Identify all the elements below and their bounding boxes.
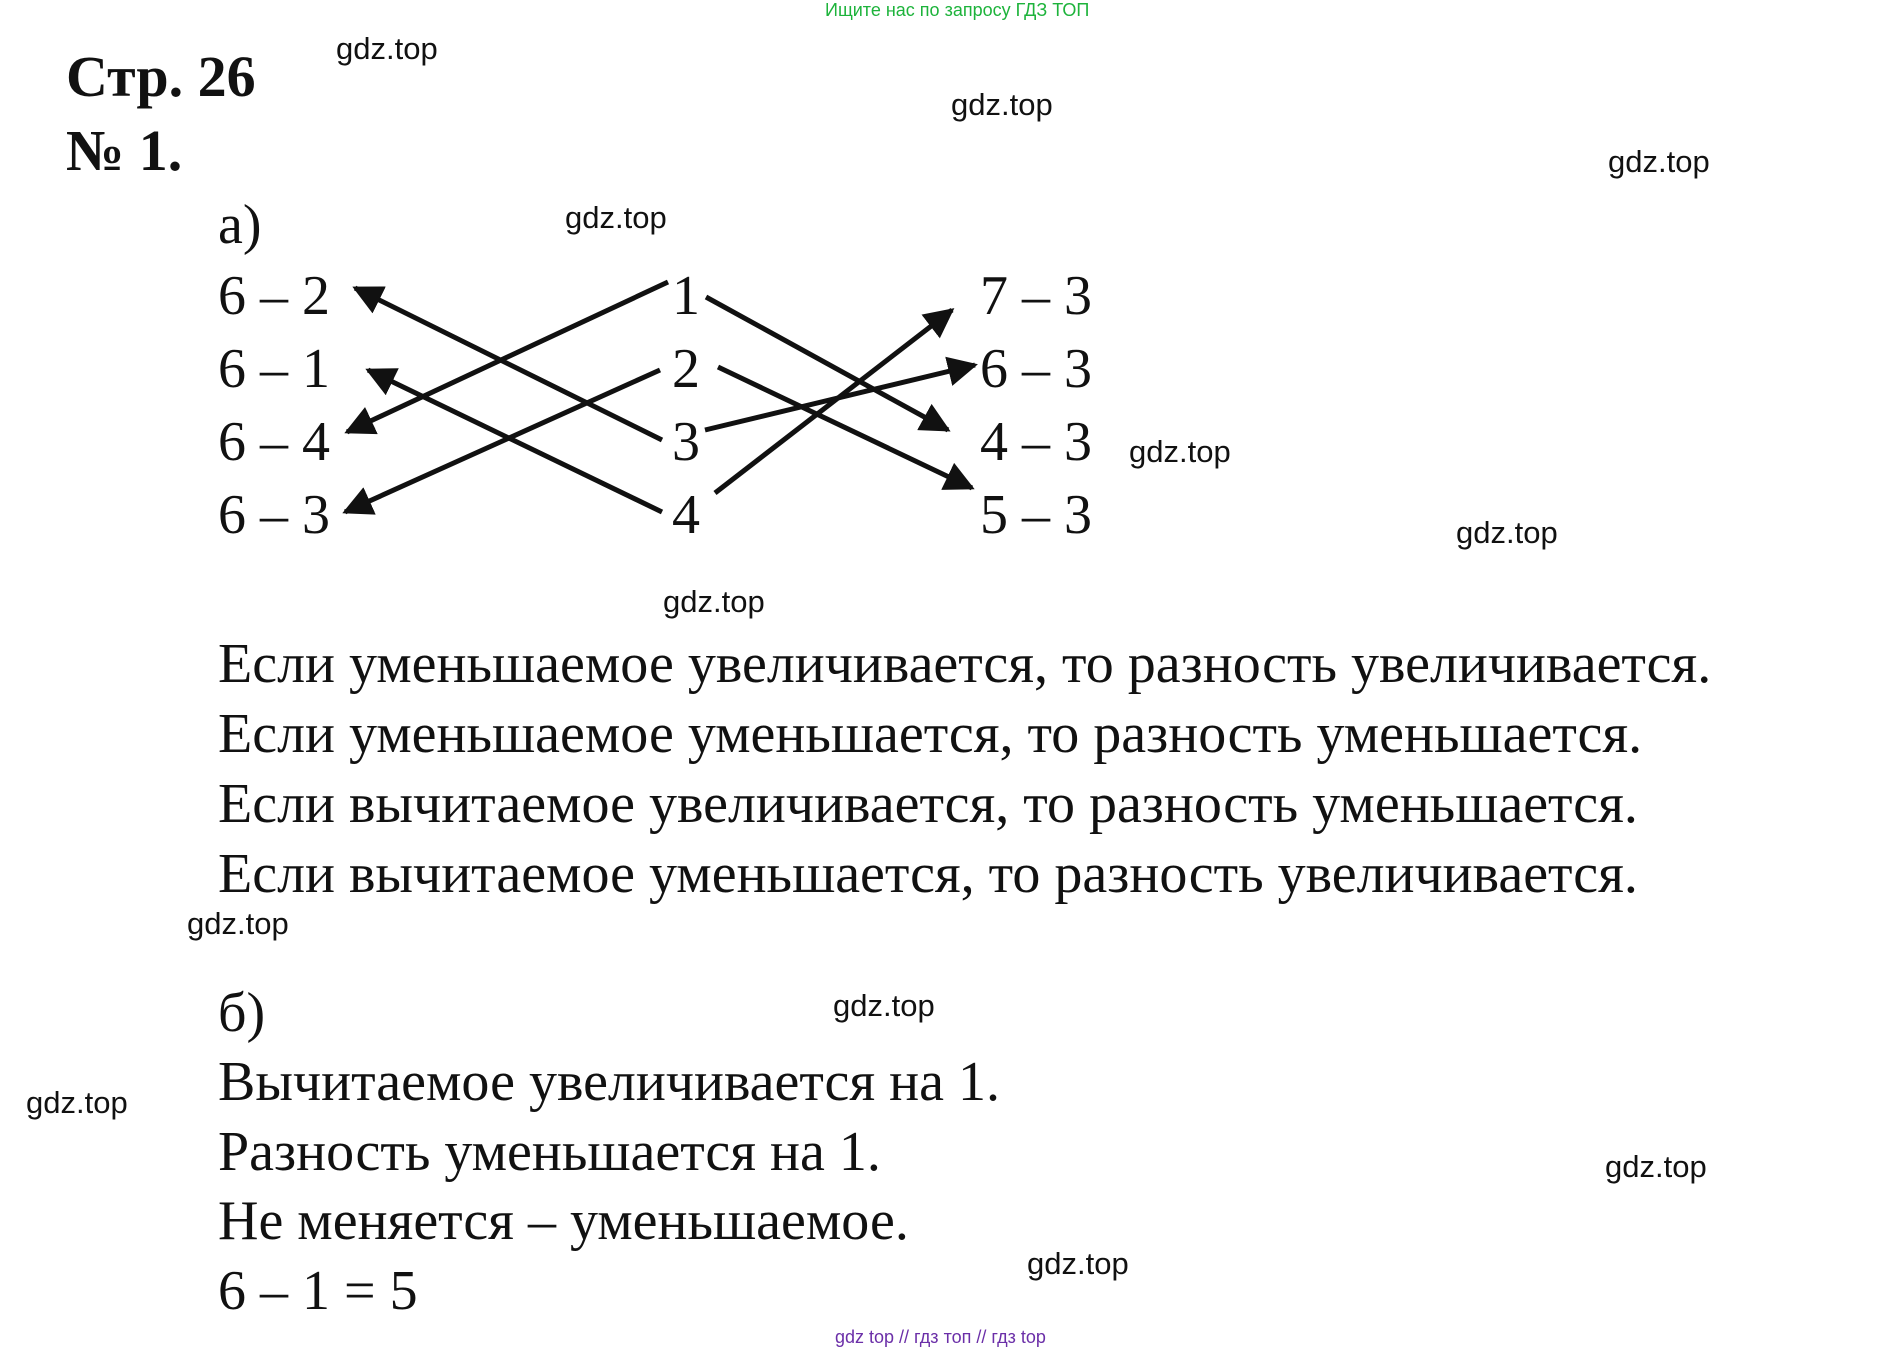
conclusion-line: Если вычитаемое увеличивается, то разность уменьшается. (218, 773, 1638, 835)
arrow-2-to-5-3 (718, 367, 972, 488)
arrow-4-to-7-3 (715, 310, 952, 493)
conclusion-line: Если уменьшаемое уменьшается, то разность уменьшается. (218, 703, 1643, 765)
conclusion-line: Если вычитаемое уменьшается, то разность увеличивается. (218, 843, 1638, 905)
part-b-line: Разность уменьшается на 1. (218, 1121, 881, 1183)
page-label: Стр. 26 (66, 44, 256, 109)
left-expression: 6 – 4 (218, 411, 330, 473)
watermark: gdz.top (1129, 434, 1231, 469)
left-expression: 6 – 2 (218, 265, 330, 327)
part-b-line: Не меняется – уменьшаемое. (218, 1190, 909, 1252)
watermark: gdz.top (1608, 144, 1710, 179)
part-b-line: 6 – 1 = 5 (218, 1260, 418, 1322)
middle-number: 3 (672, 411, 700, 473)
watermark: gdz.top (26, 1085, 128, 1120)
right-expression: 5 – 3 (980, 484, 1092, 546)
watermark: gdz.top (336, 31, 438, 66)
watermark: gdz.top (187, 906, 289, 941)
middle-number: 1 (672, 265, 700, 327)
part-b-label: б) (218, 982, 266, 1044)
right-expression: 7 – 3 (980, 265, 1092, 327)
arrow-1-to-6-4 (347, 282, 668, 432)
conclusion-line: Если уменьшаемое увеличивается, то разность увеличивается. (218, 633, 1712, 695)
watermark: gdz.top (1027, 1246, 1129, 1281)
bottom-banner: gdz top // гдз топ // гдз top (835, 1327, 1046, 1347)
part-a-label: а) (218, 194, 262, 256)
watermark: gdz.top (951, 87, 1053, 122)
watermark: gdz.top (1605, 1149, 1707, 1184)
right-expression: 4 – 3 (980, 411, 1092, 473)
arrow-1-to-4-3 (706, 297, 948, 430)
arrow-3-to-6-2 (355, 288, 662, 440)
exercise-label: № 1. (66, 118, 183, 183)
watermark: gdz.top (833, 988, 935, 1023)
watermark: gdz.top (1456, 515, 1558, 550)
watermark: gdz.top (663, 584, 765, 619)
middle-number: 2 (672, 338, 700, 400)
right-expression: 6 – 3 (980, 338, 1092, 400)
left-expression: 6 – 3 (218, 484, 330, 546)
top-banner: Ищите нас по запросу ГДЗ ТОП (825, 0, 1090, 20)
middle-number: 4 (672, 484, 700, 546)
part-b-line: Вычитаемое увеличивается на 1. (218, 1051, 1000, 1113)
left-expression: 6 – 1 (218, 338, 330, 400)
watermark: gdz.top (565, 200, 667, 235)
